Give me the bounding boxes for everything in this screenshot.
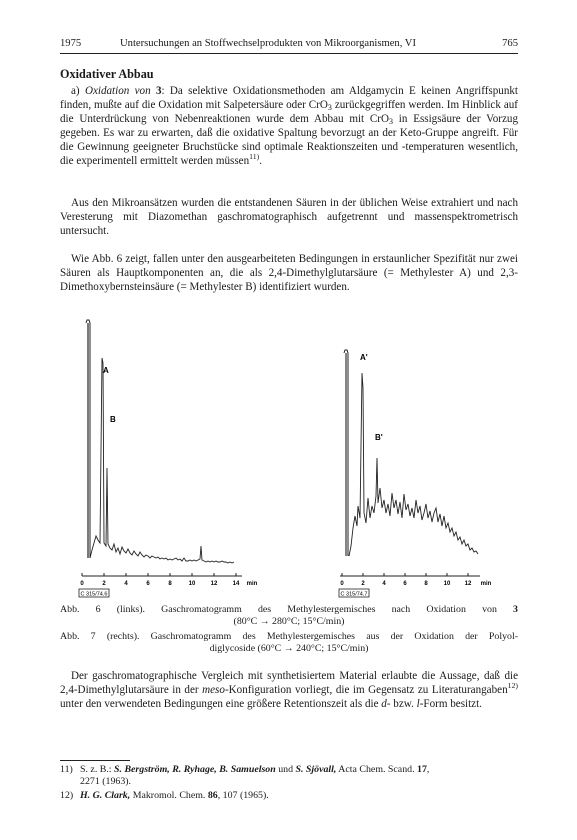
header-title: Untersuchungen an Stoffwechselprodukten von Mikroorganismen, VI (120, 38, 416, 49)
footnote-12 (60, 790, 518, 802)
fig7-tick-labels (340, 581, 491, 587)
fig7-tick-2: 2 (361, 581, 365, 587)
fig6-peak-b-label: B (110, 415, 116, 424)
fig7-tick-10: 10 (443, 581, 451, 587)
footnote-11-volume: 17 (417, 764, 427, 775)
footnote-11-number: 11) (60, 764, 73, 775)
paragraph-4 (60, 670, 518, 712)
header-page-number: 765 (502, 38, 518, 49)
caption7-line2: diglycoside (60°C → 240°C; 15°C/min) (209, 643, 369, 655)
caption6-line1-wrap (60, 604, 518, 616)
footnote-11-mid: und (275, 764, 296, 775)
footnote-11-pre: S. z. B.: (80, 764, 115, 775)
caption7-line1: Abb. 7 (rechts). Gaschromatogramm des Methylestergemisches aus der Oxidation der Polyol- (60, 631, 518, 642)
caption6-line2: (80°C → 280°C; 15°C/min) (233, 616, 345, 628)
footnote-11-journal: Acta Chem. Scand. (336, 764, 418, 775)
figure-7-caption (60, 631, 518, 655)
p1-italic: Oxidation von (84, 85, 151, 97)
footnote-11 (60, 764, 518, 788)
footnote-11-tail: , (426, 764, 430, 775)
fig7-peak-b-label: B' (375, 433, 383, 442)
fig7-tick-8: 8 (424, 581, 428, 587)
p1-text3: in Essigsäure der Vorzug gegeben. Es war zu erwarten, daß die oxidative Spaltung bevorzugt an der Keto-Gruppe angreift. Für die Gewinnung geeigneter Bruchstücke sind optimale Reaktionszeiten und -temperaturen wesentlich, die experimentell ermittelt werden müssen (60, 112, 518, 167)
fig6-tick-6: 6 (146, 581, 150, 587)
p1-prefix: a) (71, 85, 85, 97)
fig7-tick-0: 0 (340, 581, 344, 587)
p4-italic-l: l (416, 697, 420, 710)
fig6-trace (90, 358, 234, 563)
p4-text3: unter den verwendeten Bedingungen eine größere Retentionszeit als die (60, 697, 382, 710)
p2-text: Aus den Mikroansätzen wurden die entstandenen Säuren in der üblichen Weise extrahiert und nach Veresterung mit Diazomethan gaschromatographisch aufgetrennt und massenspektrometrisch untersucht. (60, 197, 518, 237)
footnote-12-journal: Makromol. Chem. (130, 790, 208, 801)
header-rule (60, 53, 518, 54)
fig6-tick-labels (80, 581, 257, 587)
chromatogram-figure-6 (60, 318, 275, 600)
fig6-tick-12: 12 (210, 581, 218, 587)
footnote-11-author2: S. Sjövall, (295, 764, 337, 775)
fig6-tick-4: 4 (124, 581, 128, 587)
fig7-unit: min (480, 581, 492, 587)
paragraph-1 (60, 85, 518, 168)
p1-text: : Da selektive Oxidationsmethoden am Aldgamycin E keinen Angriffspunkt finden, mußte auf die Oxidation mit Salpetersäure oder CrO (60, 85, 518, 111)
p1-bold: 3 (150, 85, 162, 97)
p4-text4: - bzw. (386, 697, 417, 710)
p4-text1: Der gaschromatographische Vergleich mit synthetisiertem Material erlaubte die Aussage, daß die 2,4-Dimethylglutarsäure in der (60, 670, 518, 696)
fig7-tick-6: 6 (403, 581, 407, 587)
footnote-12-tail: , 107 (1965). (217, 790, 269, 801)
figure-6-caption (60, 604, 518, 628)
fig6-tick-10: 10 (188, 581, 196, 587)
p4-ref-12: 12) (507, 680, 518, 690)
p4-text2: -Konfiguration vorliegt, die im Gegensatz zu Literaturangaben (224, 683, 508, 696)
footnote-12-volume: 86 (207, 790, 218, 801)
p1-sub1: 3 (327, 102, 332, 112)
p1-text2: zurückgegriffen werden. Im Hinblick auf die Unterdrückung von Nebenreaktionen wurde dem Abbau mit CrO (60, 98, 518, 125)
running-header (60, 38, 518, 52)
chromatogram-figure-7 (320, 318, 520, 600)
footnote-11-authors: S. Bergström, R. Ryhage, B. Samuelson (114, 764, 276, 775)
footnote-rule (60, 760, 130, 761)
fig6-tick-2: 2 (102, 581, 106, 587)
fig7-trace (349, 373, 478, 556)
fig7-peak-a-label: A' (360, 353, 368, 362)
caption6-line1: Abb. 6 (links). Gaschromatogramm des Methylestergemisches nach Oxidation von (60, 604, 497, 615)
section-title: Oxidativer Abbau (60, 67, 154, 81)
fig6-peak-a-label: A (103, 366, 109, 375)
fig6-tick-14: 14 (232, 581, 240, 587)
fig7-tick-4: 4 (382, 581, 386, 587)
p3-text: Wie Abb. 6 zeigt, fallen unter den ausgearbeiteten Bedingungen in erstaunlicher Spezifität nur zwei Säuren als Hauptkomponenten an, die als 2,4-Dimethylglutarsäure (= Methylester A) und 2,3-Dimethoxybernsteinsäure (= Methylester B) identifiziert wurden. (60, 253, 518, 293)
caption6-bold: 3 (496, 604, 518, 615)
fig7-tick-12: 12 (464, 581, 472, 587)
p4-text5: -Form besitzt. (419, 697, 482, 710)
p4-italic-meso: meso (202, 683, 225, 696)
fig6-tick-0: 0 (80, 581, 84, 587)
fig6-code: C 315/74.6 (80, 591, 108, 598)
p1-sub2: 3 (389, 116, 394, 126)
fig7-code: C 315/74.7 (340, 591, 368, 598)
p4-italic-d: d (381, 697, 387, 710)
footnote-11-continuation: 2271 (1963). (80, 776, 132, 787)
fig6-unit: min (246, 581, 258, 587)
paragraph-3 (60, 253, 518, 295)
p1-ref-11: 11) (249, 151, 260, 161)
p1-end: . (259, 154, 263, 167)
footnote-12-authors: H. G. Clark, (80, 790, 131, 801)
footnote-12-number: 12) (60, 790, 74, 801)
fig6-tick-8: 8 (168, 581, 172, 587)
paragraph-2 (60, 197, 518, 239)
header-year: 1975 (60, 38, 82, 49)
